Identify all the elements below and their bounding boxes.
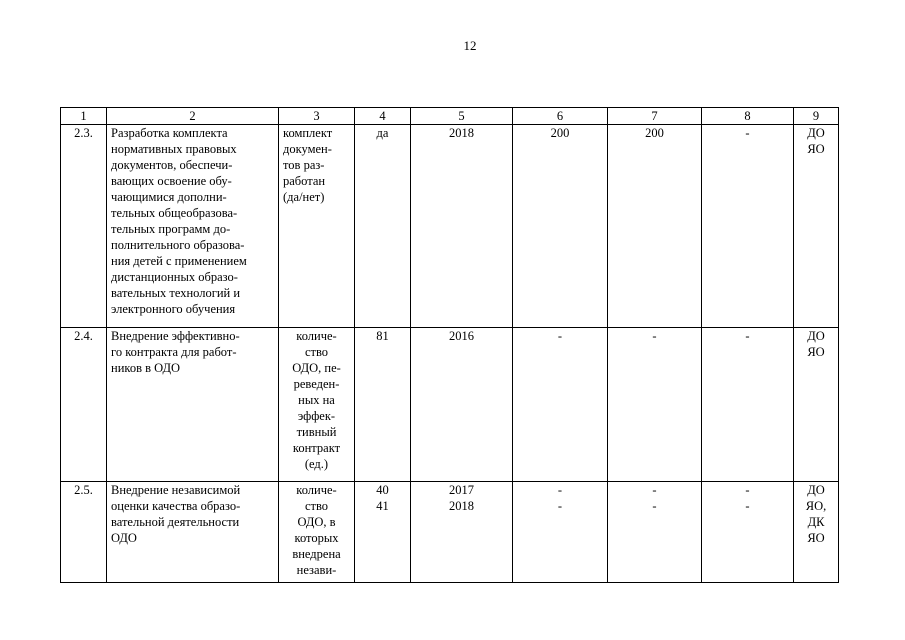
col-8-value: - (702, 328, 794, 482)
indicator-value: 81 (355, 328, 411, 482)
indicator-name: количе- ство ОДО, пе- реведен- ных на эффек- тивный контракт (ед.) (279, 328, 355, 482)
column-header: 7 (608, 108, 702, 125)
indicator-name: комплект докумен- тов раз- работан (да/нет) (279, 125, 355, 328)
column-header: 3 (279, 108, 355, 125)
table-row (61, 328, 839, 482)
col-6-value: 200 (513, 125, 608, 328)
col-8-value: - (702, 125, 794, 328)
indicator-value: да (355, 125, 411, 328)
col-7-value: - - (608, 482, 702, 583)
indicator-name: количе- ство ОДО, в которых внедрена незави- (279, 482, 355, 583)
page-number: 12 (463, 38, 477, 53)
table-row (61, 125, 839, 328)
table-row (61, 482, 839, 583)
executor: ДО ЯО (794, 125, 839, 328)
column-header: 6 (513, 108, 608, 125)
column-header: 5 (411, 108, 513, 125)
event-name: Внедрение независимой оценки качества образо- вательной деятельности ОДО (107, 482, 279, 583)
event-name: Внедрение эффективно- го контракта для работ- ников в ОДО (107, 328, 279, 482)
column-header: 2 (107, 108, 279, 125)
year: 2017 2018 (411, 482, 513, 583)
col-6-value: - (513, 328, 608, 482)
col-6-value: - - (513, 482, 608, 583)
year: 2016 (411, 328, 513, 482)
program-measures-table (60, 107, 839, 583)
column-header: 8 (702, 108, 794, 125)
executor: ДО ЯО, ДК ЯО (794, 482, 839, 583)
year: 2018 (411, 125, 513, 328)
column-header: 1 (61, 108, 107, 125)
executor: ДО ЯО (794, 328, 839, 482)
table-header-row (61, 108, 839, 125)
event-name: Разработка комплекта нормативных правовых документов, обеспечи- вающих освоение обу- чающимися дополни- тельных общеобразова- тельных программ до- полнительного образова- ния детей с применением дистанционных образо- вательных технологий и электронного обучения (107, 125, 279, 328)
column-header: 4 (355, 108, 411, 125)
item-number: 2.4. (61, 328, 107, 482)
col-8-value: - - (702, 482, 794, 583)
item-number: 2.3. (61, 125, 107, 328)
indicator-value: 40 41 (355, 482, 411, 583)
item-number: 2.5. (61, 482, 107, 583)
column-header: 9 (794, 108, 839, 125)
col-7-value: - (608, 328, 702, 482)
col-7-value: 200 (608, 125, 702, 328)
